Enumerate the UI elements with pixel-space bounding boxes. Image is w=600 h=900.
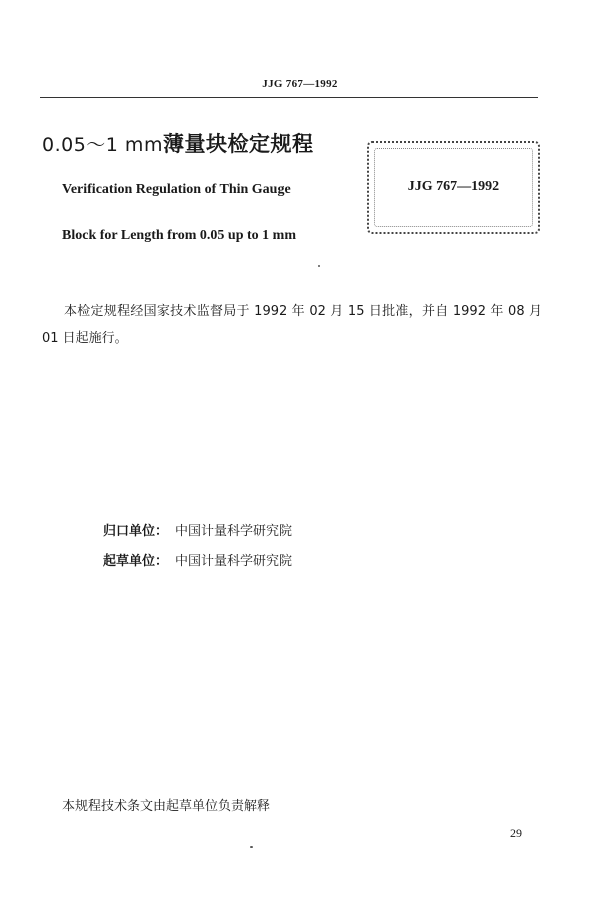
- approval-paragraph: 本检定规程经国家技术监督局于 1992 年 02 月 15 日批准，并自 1992 年 08 月 01 日起施行。: [42, 304, 542, 346]
- interpretation-note: 本规程技术条文由起草单位负责解释: [62, 799, 271, 814]
- drafting-unit-value: 中国计量科学研究院: [175, 554, 293, 569]
- responsible-unit-row: [103, 520, 292, 539]
- english-title-line-2: Block for Length from 0.05 up to 1 mm: [62, 228, 296, 243]
- header-divider: [40, 97, 538, 98]
- scan-speck: [318, 265, 320, 267]
- page-number: 29: [510, 826, 522, 840]
- scan-speck: [250, 846, 253, 848]
- responsible-unit-value: 中国计量科学研究院: [175, 524, 293, 539]
- standard-code-box: [367, 141, 540, 234]
- title-chinese: 薄量块检定规程: [162, 132, 314, 156]
- code-box-label: JJG 767—1992: [407, 179, 500, 194]
- responsible-unit-label: 归口单位：: [103, 524, 169, 539]
- title-size-range: 0.05～1 mm: [42, 134, 163, 156]
- drafting-unit-row: [103, 550, 292, 569]
- english-title-line-1: Verification Regulation of Thin Gauge: [62, 182, 291, 197]
- header-standard-code: JJG 767—1992: [262, 78, 338, 90]
- document-title: [42, 128, 313, 158]
- drafting-unit-label: 起草单位：: [103, 554, 169, 569]
